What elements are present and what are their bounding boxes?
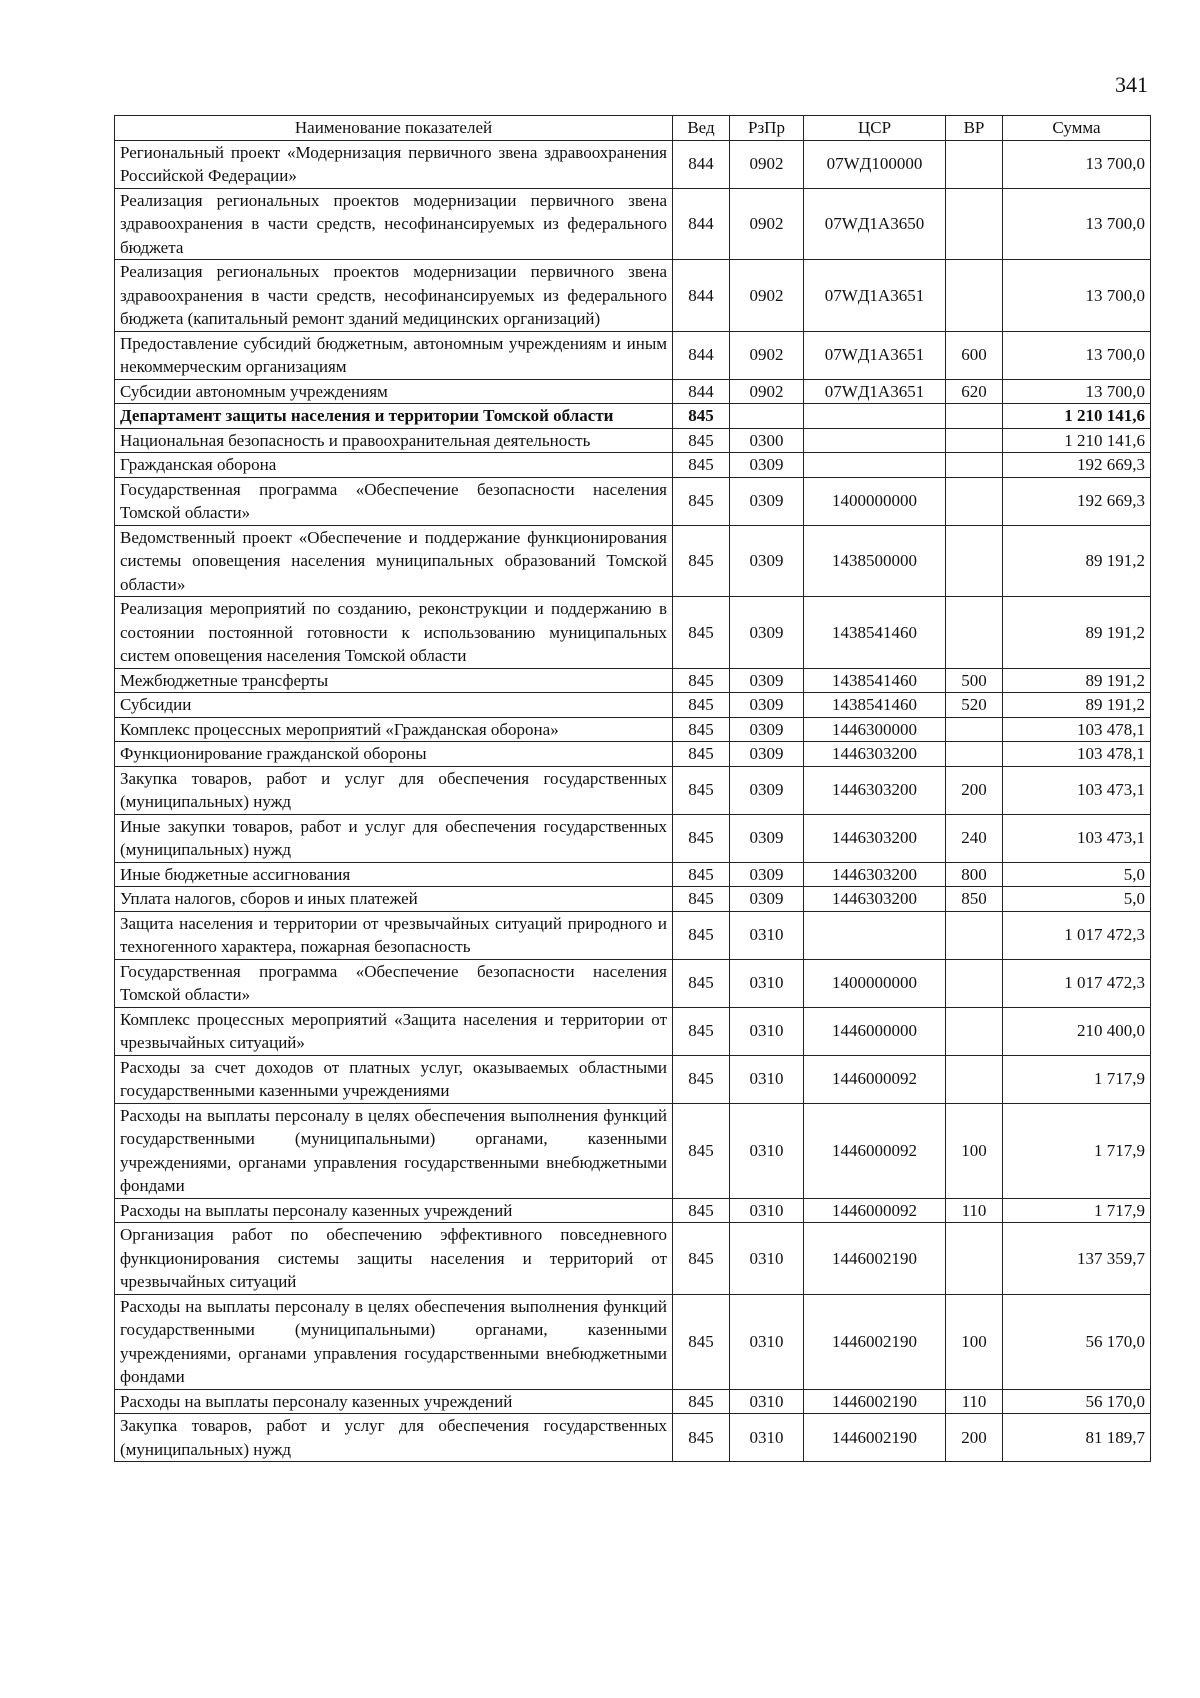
cell-ved: 845 <box>673 668 730 693</box>
table-row <box>115 1294 1151 1389</box>
cell-sum: 81 189,7 <box>1003 1414 1151 1462</box>
cell-ved: 845 <box>673 597 730 669</box>
table-row <box>115 887 1151 912</box>
cell-sum: 192 669,3 <box>1003 453 1151 478</box>
cell-vr: 110 <box>946 1389 1003 1414</box>
cell-vr <box>946 597 1003 669</box>
cell-name: Реализация региональных проектов модернизации первичного звена здравоохранения в части средств, несофинансируемых из федерального бюджета <box>115 188 673 260</box>
cell-ved: 845 <box>673 1414 730 1462</box>
cell-sum: 1 717,9 <box>1003 1198 1151 1223</box>
cell-vr <box>946 140 1003 188</box>
cell-vr <box>946 911 1003 959</box>
table-row <box>115 188 1151 260</box>
cell-ved: 844 <box>673 188 730 260</box>
cell-rzpr: 0310 <box>730 1389 804 1414</box>
cell-rzpr: 0902 <box>730 331 804 379</box>
cell-ved: 844 <box>673 260 730 332</box>
table-row <box>115 1223 1151 1295</box>
cell-csr: 1446000092 <box>804 1055 946 1103</box>
cell-ved: 845 <box>673 717 730 742</box>
cell-name: Ведомственный проект «Обеспечение и поддержание функционирования системы оповещения населения муниципальных образований Томской области» <box>115 525 673 597</box>
cell-sum: 89 191,2 <box>1003 693 1151 718</box>
cell-sum: 89 191,2 <box>1003 525 1151 597</box>
table-header <box>115 116 1151 141</box>
cell-csr <box>804 428 946 453</box>
cell-csr: 1446002190 <box>804 1294 946 1389</box>
cell-vr: 200 <box>946 1414 1003 1462</box>
cell-ved: 845 <box>673 428 730 453</box>
cell-rzpr: 0902 <box>730 379 804 404</box>
cell-ved: 845 <box>673 453 730 478</box>
cell-rzpr: 0310 <box>730 1294 804 1389</box>
cell-sum: 192 669,3 <box>1003 477 1151 525</box>
table-row <box>115 597 1151 669</box>
cell-csr: 1446002190 <box>804 1389 946 1414</box>
cell-sum: 5,0 <box>1003 887 1151 912</box>
cell-name: Расходы за счет доходов от платных услуг, оказываемых областными государственными казенными учреждениями <box>115 1055 673 1103</box>
cell-csr: 1446000092 <box>804 1103 946 1198</box>
cell-name: Расходы на выплаты персоналу в целях обеспечения выполнения функций государственными (муниципальными) органами, казенными учреждениями, органами управления государственными внебюджетными фондами <box>115 1103 673 1198</box>
cell-ved: 844 <box>673 379 730 404</box>
table-row <box>115 453 1151 478</box>
cell-ved: 845 <box>673 911 730 959</box>
cell-rzpr: 0309 <box>730 525 804 597</box>
cell-rzpr: 0309 <box>730 742 804 767</box>
cell-rzpr: 0309 <box>730 717 804 742</box>
table-row <box>115 379 1151 404</box>
cell-vr <box>946 1055 1003 1103</box>
table-row <box>115 1007 1151 1055</box>
table-row <box>115 260 1151 332</box>
table-row <box>115 1103 1151 1198</box>
cell-vr <box>946 1007 1003 1055</box>
cell-name: Расходы на выплаты персоналу в целях обеспечения выполнения функций государственными (муниципальными) органами, казенными учреждениями, органами управления государственными внебюджетными фондами <box>115 1294 673 1389</box>
cell-rzpr: 0310 <box>730 1055 804 1103</box>
cell-sum: 89 191,2 <box>1003 668 1151 693</box>
table-row <box>115 911 1151 959</box>
cell-sum: 103 473,1 <box>1003 814 1151 862</box>
cell-ved: 845 <box>673 693 730 718</box>
table-row <box>115 1198 1151 1223</box>
cell-csr: 07WД1А3651 <box>804 260 946 332</box>
table-row <box>115 717 1151 742</box>
cell-vr: 240 <box>946 814 1003 862</box>
cell-sum: 1 210 141,6 <box>1003 404 1151 429</box>
cell-vr <box>946 742 1003 767</box>
cell-name: Закупка товаров, работ и услуг для обеспечения государственных (муниципальных) нужд <box>115 1414 673 1462</box>
cell-sum: 5,0 <box>1003 862 1151 887</box>
cell-vr <box>946 188 1003 260</box>
header-row <box>115 116 1151 141</box>
cell-name: Уплата налогов, сборов и иных платежей <box>115 887 673 912</box>
table-row <box>115 525 1151 597</box>
cell-name: Закупка товаров, работ и услуг для обеспечения государственных (муниципальных) нужд <box>115 766 673 814</box>
table-row <box>115 668 1151 693</box>
cell-rzpr: 0309 <box>730 862 804 887</box>
cell-csr: 1438541460 <box>804 597 946 669</box>
table-body <box>115 140 1151 1462</box>
budget-table <box>114 115 1151 1462</box>
header-rzpr: РзПр <box>730 116 804 141</box>
cell-sum: 13 700,0 <box>1003 260 1151 332</box>
cell-name: Гражданская оборона <box>115 453 673 478</box>
cell-name: Государственная программа «Обеспечение безопасности населения Томской области» <box>115 959 673 1007</box>
cell-rzpr: 0902 <box>730 140 804 188</box>
cell-rzpr: 0309 <box>730 453 804 478</box>
cell-vr <box>946 428 1003 453</box>
cell-rzpr: 0310 <box>730 1414 804 1462</box>
cell-csr: 1438500000 <box>804 525 946 597</box>
cell-sum: 56 170,0 <box>1003 1389 1151 1414</box>
cell-vr: 520 <box>946 693 1003 718</box>
table-row <box>115 1389 1151 1414</box>
cell-sum: 1 717,9 <box>1003 1103 1151 1198</box>
cell-name: Реализация мероприятий по созданию, реконструкции и поддержанию в состоянии постоянной готовности к использованию муниципальных систем оповещения населения Томской области <box>115 597 673 669</box>
cell-csr: 1446303200 <box>804 814 946 862</box>
cell-sum: 1 017 472,3 <box>1003 959 1151 1007</box>
table-row <box>115 331 1151 379</box>
cell-ved: 845 <box>673 887 730 912</box>
cell-ved: 845 <box>673 862 730 887</box>
cell-vr: 100 <box>946 1103 1003 1198</box>
cell-csr: 1446002190 <box>804 1223 946 1295</box>
cell-vr <box>946 453 1003 478</box>
cell-vr <box>946 260 1003 332</box>
cell-vr: 600 <box>946 331 1003 379</box>
cell-vr <box>946 525 1003 597</box>
table-row <box>115 477 1151 525</box>
cell-ved: 845 <box>673 766 730 814</box>
cell-sum: 13 700,0 <box>1003 331 1151 379</box>
cell-sum: 1 717,9 <box>1003 1055 1151 1103</box>
cell-rzpr: 0300 <box>730 428 804 453</box>
cell-rzpr <box>730 404 804 429</box>
cell-sum: 103 473,1 <box>1003 766 1151 814</box>
cell-rzpr: 0902 <box>730 188 804 260</box>
cell-ved: 845 <box>673 1007 730 1055</box>
cell-sum: 1 017 472,3 <box>1003 911 1151 959</box>
cell-csr: 1446303200 <box>804 742 946 767</box>
table-row <box>115 766 1151 814</box>
header-ved: Вед <box>673 116 730 141</box>
cell-ved: 845 <box>673 525 730 597</box>
cell-name: Комплекс процессных мероприятий «Защита населения и территории от чрезвычайных ситуаций» <box>115 1007 673 1055</box>
cell-name: Защита населения и территории от чрезвычайных ситуаций природного и техногенного характера, пожарная безопасность <box>115 911 673 959</box>
cell-ved: 845 <box>673 477 730 525</box>
cell-rzpr: 0310 <box>730 959 804 1007</box>
cell-name: Комплекс процессных мероприятий «Гражданская оборона» <box>115 717 673 742</box>
cell-rzpr: 0310 <box>730 1223 804 1295</box>
cell-name: Расходы на выплаты персоналу казенных учреждений <box>115 1389 673 1414</box>
cell-csr: 1446303200 <box>804 862 946 887</box>
cell-csr: 1400000000 <box>804 477 946 525</box>
table-row <box>115 814 1151 862</box>
table-row <box>115 742 1151 767</box>
cell-csr: 1446000092 <box>804 1198 946 1223</box>
cell-rzpr: 0309 <box>730 814 804 862</box>
cell-csr: 07WД1А3651 <box>804 331 946 379</box>
cell-ved: 845 <box>673 1198 730 1223</box>
cell-rzpr: 0310 <box>730 911 804 959</box>
cell-ved: 845 <box>673 404 730 429</box>
cell-name: Иные бюджетные ассигнования <box>115 862 673 887</box>
cell-sum: 56 170,0 <box>1003 1294 1151 1389</box>
cell-ved: 845 <box>673 1103 730 1198</box>
table-row <box>115 1414 1151 1462</box>
cell-vr <box>946 1223 1003 1295</box>
cell-csr <box>804 911 946 959</box>
cell-sum: 13 700,0 <box>1003 379 1151 404</box>
cell-sum: 137 359,7 <box>1003 1223 1151 1295</box>
cell-sum: 103 478,1 <box>1003 742 1151 767</box>
cell-rzpr: 0310 <box>730 1007 804 1055</box>
table-row <box>115 693 1151 718</box>
cell-rzpr: 0310 <box>730 1103 804 1198</box>
cell-vr: 800 <box>946 862 1003 887</box>
cell-ved: 845 <box>673 1223 730 1295</box>
cell-csr <box>804 404 946 429</box>
cell-csr: 07WД100000 <box>804 140 946 188</box>
cell-sum: 89 191,2 <box>1003 597 1151 669</box>
table-row <box>115 140 1151 188</box>
cell-sum: 13 700,0 <box>1003 140 1151 188</box>
cell-vr: 850 <box>946 887 1003 912</box>
cell-rzpr: 0309 <box>730 597 804 669</box>
header-csr: ЦСР <box>804 116 946 141</box>
cell-rzpr: 0309 <box>730 693 804 718</box>
header-name: Наименование показателей <box>115 116 673 141</box>
cell-name: Функционирование гражданской обороны <box>115 742 673 767</box>
cell-sum: 13 700,0 <box>1003 188 1151 260</box>
cell-vr: 500 <box>946 668 1003 693</box>
cell-ved: 845 <box>673 814 730 862</box>
cell-ved: 845 <box>673 742 730 767</box>
cell-name: Департамент защиты населения и территории Томской области <box>115 404 673 429</box>
cell-sum: 103 478,1 <box>1003 717 1151 742</box>
cell-name: Субсидии <box>115 693 673 718</box>
cell-name: Государственная программа «Обеспечение безопасности населения Томской области» <box>115 477 673 525</box>
cell-rzpr: 0309 <box>730 477 804 525</box>
cell-csr <box>804 453 946 478</box>
cell-vr: 100 <box>946 1294 1003 1389</box>
cell-name: Предоставление субсидий бюджетным, автономным учреждениям и иным некоммерческим организациям <box>115 331 673 379</box>
cell-rzpr: 0310 <box>730 1198 804 1223</box>
cell-csr: 1446000000 <box>804 1007 946 1055</box>
table-row <box>115 959 1151 1007</box>
cell-csr: 1446002190 <box>804 1414 946 1462</box>
cell-sum: 1 210 141,6 <box>1003 428 1151 453</box>
cell-name: Субсидии автономным учреждениям <box>115 379 673 404</box>
cell-name: Региональный проект «Модернизация первичного звена здравоохранения Российской Федерации» <box>115 140 673 188</box>
cell-ved: 845 <box>673 1389 730 1414</box>
cell-ved: 845 <box>673 959 730 1007</box>
cell-ved: 845 <box>673 1294 730 1389</box>
table-row <box>115 1055 1151 1103</box>
cell-name: Расходы на выплаты персоналу казенных учреждений <box>115 1198 673 1223</box>
table-row <box>115 862 1151 887</box>
cell-csr: 1438541460 <box>804 668 946 693</box>
cell-ved: 845 <box>673 1055 730 1103</box>
cell-rzpr: 0309 <box>730 766 804 814</box>
cell-rzpr: 0309 <box>730 887 804 912</box>
cell-vr: 110 <box>946 1198 1003 1223</box>
cell-vr <box>946 477 1003 525</box>
cell-vr <box>946 959 1003 1007</box>
cell-csr: 1438541460 <box>804 693 946 718</box>
cell-ved: 844 <box>673 140 730 188</box>
cell-vr <box>946 404 1003 429</box>
cell-csr: 1400000000 <box>804 959 946 1007</box>
cell-name: Межбюджетные трансферты <box>115 668 673 693</box>
page-number: 341 <box>1115 72 1148 97</box>
cell-name: Иные закупки товаров, работ и услуг для обеспечения государственных (муниципальных) нужд <box>115 814 673 862</box>
cell-vr: 200 <box>946 766 1003 814</box>
cell-csr: 1446303200 <box>804 766 946 814</box>
cell-vr <box>946 717 1003 742</box>
header-vr: ВР <box>946 116 1003 141</box>
cell-csr: 07WД1А3651 <box>804 379 946 404</box>
cell-csr: 07WД1А3650 <box>804 188 946 260</box>
cell-rzpr: 0309 <box>730 668 804 693</box>
cell-vr: 620 <box>946 379 1003 404</box>
cell-name: Национальная безопасность и правоохранительная деятельность <box>115 428 673 453</box>
cell-sum: 210 400,0 <box>1003 1007 1151 1055</box>
cell-csr: 1446300000 <box>804 717 946 742</box>
table-row <box>115 404 1151 429</box>
cell-name: Реализация региональных проектов модернизации первичного звена здравоохранения в части средств, несофинансируемых из федерального бюджета (капитальный ремонт зданий медицинских организаций) <box>115 260 673 332</box>
table-row <box>115 428 1151 453</box>
cell-rzpr: 0902 <box>730 260 804 332</box>
cell-name: Организация работ по обеспечению эффективного повседневного функционирования системы защиты населения и территорий от чрезвычайных ситуаций <box>115 1223 673 1295</box>
header-sum: Сумма <box>1003 116 1151 141</box>
cell-csr: 1446303200 <box>804 887 946 912</box>
cell-ved: 844 <box>673 331 730 379</box>
